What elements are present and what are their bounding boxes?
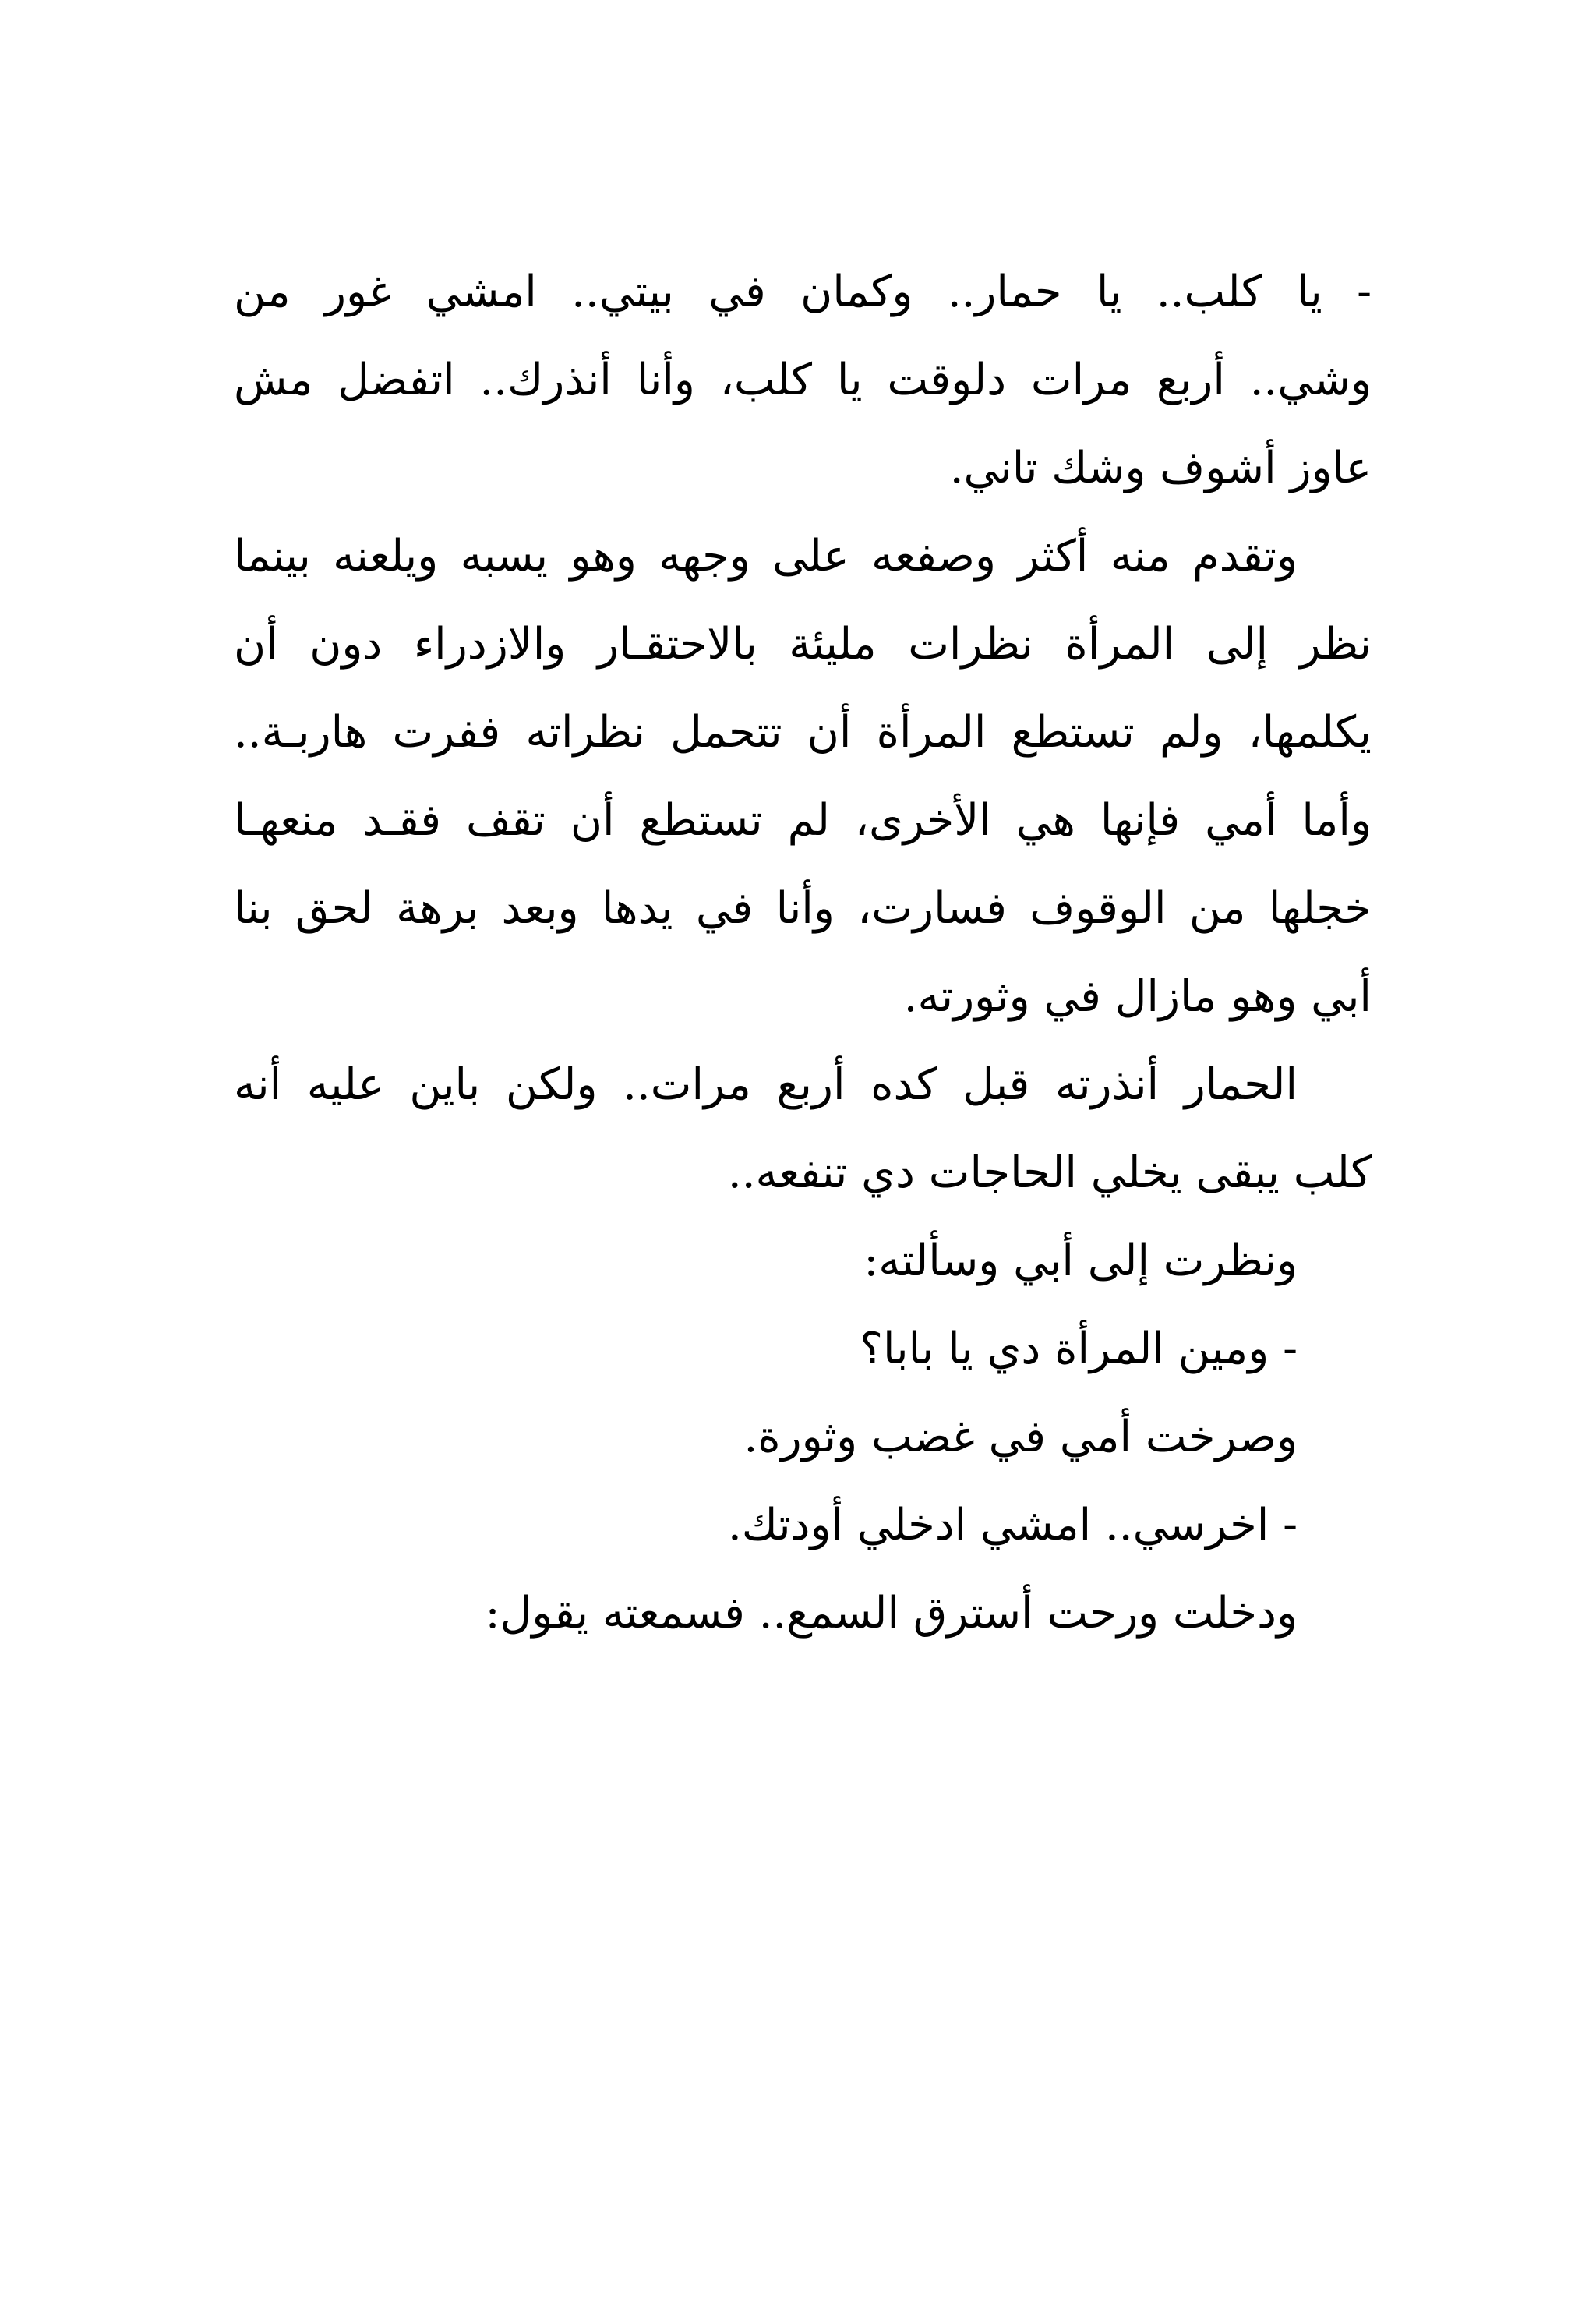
text-line: نظر إلى المرأة نظرات مليئة بالاحتقـار والازدراء دون أن xyxy=(234,619,1372,670)
text-line: وتقدم منه أكثر وصفعه على وجهه وهو يسبه ويلعنه بينما xyxy=(234,531,1298,582)
text-line: وشي.. أربع مرات دلوقت يا كلب، وأنا أنذرك.. اتفضل مش xyxy=(234,355,1372,405)
text-line: - يا كلب.. يا حمار.. وكمان في بيتي.. امشي غور من xyxy=(234,267,1372,317)
text-line: يكلمها، ولم تستطع المرأة أن تتحمل نظراته ففرت هاربـة.. xyxy=(234,707,1372,758)
text-line: وصرخت أمي في غضب وثورة. xyxy=(743,1412,1298,1462)
text-line: وأما أمي فإنها هي الأخرى، لم تستطع أن تقف فقـد منعهـا xyxy=(234,795,1372,846)
body-text xyxy=(234,248,1372,1657)
text-line: - ومين المرأة دي يا بابا؟ xyxy=(860,1324,1298,1374)
text-line: أبي وهو مازال في وثورته. xyxy=(903,971,1372,1022)
text-line: ونظرت إلى أبي وسألته: xyxy=(863,1236,1298,1286)
text-line: خجلها من الوقوف فسارت، وأنا في يدها وبعد برهة لحق بنا xyxy=(234,883,1372,934)
text-line: ودخلت ورحت أسترق السمع.. فسمعته يقول: xyxy=(485,1588,1298,1639)
text-line: الحمار أنذرته قبل كده أربع مرات.. ولكن باين عليه أنه xyxy=(234,1059,1298,1110)
text-line: - اخرسي.. امشي ادخلي أودتك. xyxy=(727,1500,1298,1550)
text-line: كلب يبقى يخلي الحاجات دي تنفعه.. xyxy=(727,1147,1372,1198)
text-line: عاوز أشوف وشك تاني. xyxy=(949,443,1372,493)
